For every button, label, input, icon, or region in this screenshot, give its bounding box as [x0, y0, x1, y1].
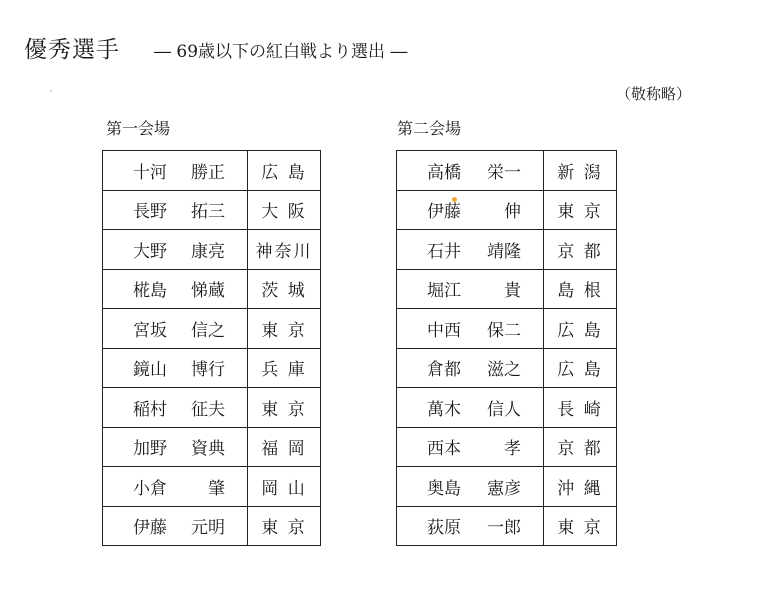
player-prefecture: 岡 山	[261, 478, 307, 499]
player-surname: 稲村	[133, 399, 167, 420]
player-given-name: 孝	[504, 439, 521, 460]
player-name-cell	[103, 190, 248, 230]
player-name-cell	[397, 467, 544, 507]
table-row	[103, 269, 321, 309]
player-surname: 萬木	[427, 399, 461, 420]
table-row	[397, 348, 617, 388]
player-name-cell	[397, 269, 544, 309]
table-row	[397, 269, 617, 309]
player-surname: 小倉	[133, 478, 167, 499]
player-prefecture-cell	[248, 388, 321, 428]
player-given-name: 信之	[191, 320, 225, 341]
player-surname: 奥島	[427, 478, 461, 499]
player-prefecture-cell	[248, 190, 321, 230]
player-prefecture: 長 崎	[557, 399, 603, 420]
table-row	[397, 190, 617, 230]
table-row	[397, 309, 617, 349]
player-name-cell	[103, 506, 248, 546]
player-prefecture: 茨 城	[261, 281, 307, 302]
player-prefecture: 福 岡	[261, 439, 307, 460]
player-surname: 伊藤	[427, 202, 461, 223]
player-given-name: 伸	[504, 202, 521, 223]
honorific-note: （敬称略）	[616, 85, 692, 103]
table-row	[103, 506, 321, 546]
player-prefecture-cell	[248, 151, 321, 191]
player-name-cell	[397, 309, 544, 349]
player-given-name: 征夫	[191, 399, 225, 420]
player-prefecture-cell	[544, 190, 617, 230]
player-prefecture: 新 潟	[557, 162, 603, 183]
player-name-cell	[103, 388, 248, 428]
player-surname: 十河	[133, 162, 167, 183]
player-surname: 荻原	[427, 518, 461, 539]
table-row	[397, 506, 617, 546]
table-row	[103, 151, 321, 191]
player-given-name: 靖隆	[487, 241, 521, 262]
player-prefecture: 東 京	[261, 320, 307, 341]
player-prefecture-cell	[248, 506, 321, 546]
player-surname: 石井	[427, 241, 461, 262]
player-prefecture-cell	[248, 348, 321, 388]
player-surname: 大野	[133, 241, 167, 262]
player-given-name: 信人	[487, 399, 521, 420]
table-row	[397, 151, 617, 191]
player-given-name: 悌蔵	[191, 281, 225, 302]
player-given-name: 元明	[191, 518, 225, 539]
table-row	[103, 467, 321, 507]
player-prefecture: 広 島	[261, 162, 307, 183]
player-surname: 伊藤	[133, 518, 167, 539]
player-prefecture-cell	[544, 348, 617, 388]
player-prefecture: 東 京	[261, 399, 307, 420]
player-surname: 倉都	[427, 360, 461, 381]
player-name-cell	[397, 388, 544, 428]
player-prefecture-cell	[544, 309, 617, 349]
player-name-cell	[103, 151, 248, 191]
player-name-cell	[103, 467, 248, 507]
player-prefecture: 広 島	[557, 360, 603, 381]
player-given-name: 拓三	[191, 202, 225, 223]
player-prefecture-cell	[544, 388, 617, 428]
player-prefecture-cell	[248, 269, 321, 309]
player-prefecture: 神奈川	[255, 241, 313, 262]
player-prefecture-cell	[544, 427, 617, 467]
player-surname: 鏡山	[133, 360, 167, 381]
player-prefecture-cell	[248, 427, 321, 467]
player-prefecture: 東 京	[557, 202, 603, 223]
venue-2-table	[396, 150, 617, 546]
player-surname: 長野	[133, 202, 167, 223]
player-surname: 椛島	[133, 281, 167, 302]
player-name-cell	[397, 348, 544, 388]
highlight-dot	[452, 197, 457, 202]
player-name-cell	[397, 427, 544, 467]
player-prefecture: 広 島	[557, 320, 603, 341]
player-prefecture: 島 根	[557, 281, 603, 302]
player-prefecture: 京 都	[557, 241, 603, 262]
player-name-cell	[103, 230, 248, 270]
player-prefecture: 京 都	[557, 439, 603, 460]
table-row	[397, 467, 617, 507]
venue-2-label: 第二会場	[397, 119, 462, 138]
player-name-cell	[397, 506, 544, 546]
player-prefecture: 大 阪	[261, 202, 307, 223]
player-prefecture: 東 京	[261, 518, 307, 539]
player-prefecture-cell	[544, 506, 617, 546]
player-prefecture-cell	[248, 309, 321, 349]
player-prefecture-cell	[248, 467, 321, 507]
player-surname: 中西	[427, 320, 461, 341]
venue-1-label: 第一会場	[106, 119, 171, 138]
player-given-name: 資典	[191, 439, 225, 460]
player-name-cell	[397, 230, 544, 270]
table-row	[103, 309, 321, 349]
player-surname: 高橋	[427, 162, 461, 183]
player-prefecture-cell	[544, 151, 617, 191]
page-subtitle: ― 69歳以下の紅白戦より選出 ―	[154, 42, 408, 62]
player-given-name: 康亮	[191, 241, 225, 262]
venue-1-table	[102, 150, 321, 546]
player-surname: 西本	[427, 439, 461, 460]
table-row	[103, 190, 321, 230]
player-surname: 宮坂	[133, 320, 167, 341]
player-name-cell	[397, 190, 544, 230]
player-prefecture: 沖 縄	[557, 478, 603, 499]
page-title: 優秀選手	[24, 37, 120, 63]
player-prefecture-cell	[544, 230, 617, 270]
table-row	[397, 230, 617, 270]
player-given-name: 勝正	[191, 162, 225, 183]
player-name-cell	[103, 309, 248, 349]
player-given-name: 一郎	[487, 518, 521, 539]
player-prefecture-cell	[544, 467, 617, 507]
table-row	[103, 388, 321, 428]
table-row	[397, 427, 617, 467]
player-given-name: 博行	[191, 360, 225, 381]
player-surname: 加野	[133, 439, 167, 460]
player-given-name: 肇	[208, 478, 225, 499]
table-row	[103, 230, 321, 270]
table-row	[397, 388, 617, 428]
player-name-cell	[103, 348, 248, 388]
player-name-cell	[397, 151, 544, 191]
player-given-name: 貴	[504, 281, 521, 302]
player-prefecture-cell	[544, 269, 617, 309]
player-surname: 堀江	[427, 281, 461, 302]
player-name-cell	[103, 269, 248, 309]
player-given-name: 憲彦	[487, 478, 521, 499]
table-row	[103, 427, 321, 467]
player-given-name: 保二	[487, 320, 521, 341]
player-given-name: 滋之	[487, 360, 521, 381]
player-name-cell	[103, 427, 248, 467]
player-prefecture: 東 京	[557, 518, 603, 539]
table-row	[103, 348, 321, 388]
player-prefecture: 兵 庫	[261, 360, 307, 381]
player-prefecture-cell	[248, 230, 321, 270]
scan-speck	[50, 90, 52, 92]
player-given-name: 栄一	[487, 162, 521, 183]
